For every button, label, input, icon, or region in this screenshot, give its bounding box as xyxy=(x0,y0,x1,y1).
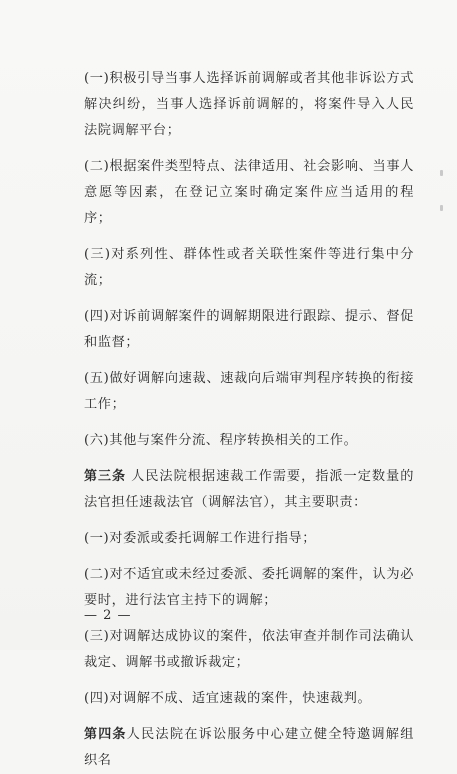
paragraph-3: (三)对系列性、群体性或者关联性案件等进行集中分流； xyxy=(84,247,414,288)
scan-speck xyxy=(440,170,443,176)
document-body xyxy=(84,66,414,774)
paragraph-10: (三)对调解达成协议的案件，依法审查并制作司法确认裁定、调解书或撤诉裁定； xyxy=(84,629,414,670)
paragraph-4: (四)对诉前调解案件的调解期限进行跟踪、提示、督促和监督； xyxy=(84,309,414,350)
scan-speck xyxy=(440,205,443,211)
article-4-paragraph: 第四条人民法院在诉讼服务中心建立健全特邀调解组织名 xyxy=(84,727,414,768)
page-number: — 2 — xyxy=(84,608,132,623)
paragraph-2: (二)根据案件类型特点、法律适用、社会影响、当事人意愿等因素，在登记立案时确定案件应当适用的程序； xyxy=(84,159,414,226)
paragraph-11: (四)对调解不成、适宜速裁的案件，快速裁判。 xyxy=(84,691,372,706)
paragraph-8: (一)对委派或委托调解工作进行指导； xyxy=(84,531,317,546)
article-4-heading: 第四条 xyxy=(84,727,127,742)
paragraph-9: (二)对不适宜或未经过委派、委托调解的案件，认为必要时，进行法官主持下的调解； xyxy=(84,567,414,608)
article-3-heading: 第三条 xyxy=(84,469,126,484)
paragraph-5: (五)做好调解向速裁、速裁向后端审判程序转换的衔接工作； xyxy=(84,371,414,412)
paragraph-1: (一)积极引导当事人选择诉前调解或者其他非诉讼方式解决纠纷，当事人选择诉前调解的，将案件导入人民法院调解平台； xyxy=(84,71,414,138)
paragraph-6: (六)其他与案件分流、程序转换相关的工作。 xyxy=(84,433,358,448)
article-3-paragraph: 第三条 人民法院根据速裁工作需要，指派一定数量的法官担任速裁法官（调解法官），其主要职责： xyxy=(84,469,414,510)
